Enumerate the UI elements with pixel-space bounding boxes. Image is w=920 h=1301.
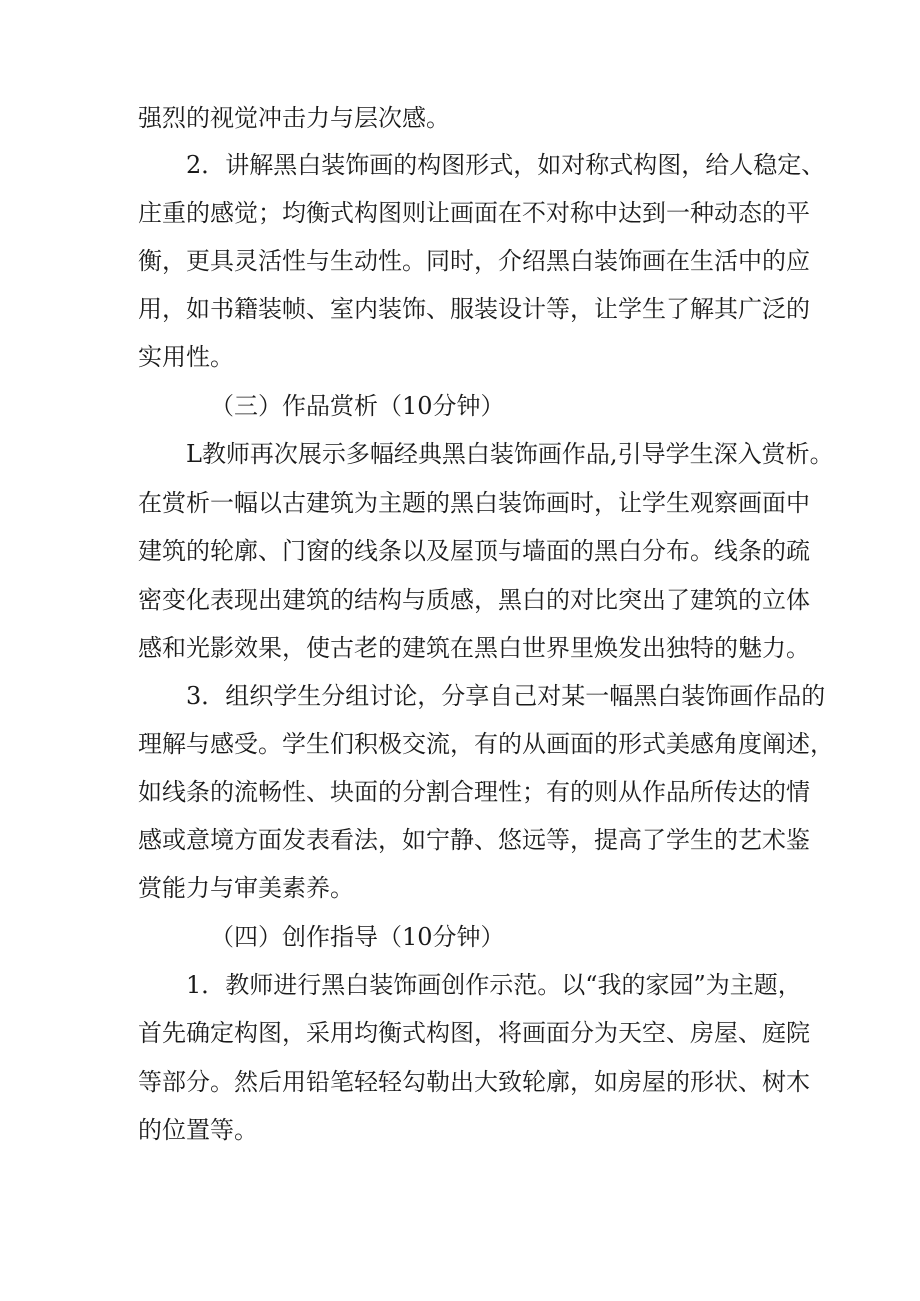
text-line: 强烈的视觉冲击力与层次感。	[138, 104, 450, 132]
text-line: 感和光影效果，使古老的建筑在黑白世界里焕发出独特的魅力。	[138, 634, 810, 662]
section-heading: （四）创作指导（10分钟）	[210, 923, 505, 951]
text-line: 2．讲解黑白装饰画的构图形式，如对称式构图，给人稳定、	[186, 151, 826, 179]
text-line: 实用性。	[138, 343, 234, 371]
text-line: 1．教师进行黑白装饰画创作示范。以“我的家园”为主题，	[186, 971, 802, 999]
text-line: 如线条的流畅性、块面的分割合理性；有的则从作品所传达的情	[138, 778, 810, 806]
text-line: 理解与感受。学生们积极交流，有的从画面的形式美感角度阐述，	[138, 730, 834, 758]
text-line: 庄重的感觉；均衡式构图则让画面在不对称中达到一种动态的平	[138, 199, 810, 227]
text-line: 3．组织学生分组讨论，分享自己对某一幅黑白装饰画作品的	[186, 682, 826, 710]
text-line: 在赏析一幅以古建筑为主题的黑白装饰画时，让学生观察画面中	[138, 489, 810, 517]
section-heading: （三）作品赏析（10分钟）	[210, 392, 505, 420]
text-line: 感或意境方面发表看法，如宁静、悠远等，提高了学生的艺术鉴	[138, 826, 810, 854]
text-line: 的位置等。	[138, 1116, 258, 1144]
text-line: 密变化表现出建筑的结构与质感，黑白的对比突出了建筑的立体	[138, 586, 810, 614]
text-line: 建筑的轮廓、门窗的线条以及屋顶与墙面的黑白分布。线条的疏	[138, 537, 810, 565]
text-line: 等部分。然后用铅笔轻轻勾勒出大致轮廓，如房屋的形状、树木	[138, 1068, 810, 1096]
text-line: L教师再次展示多幅经典黑白装饰画作品,引导学生深入赏析。	[186, 440, 834, 468]
text-line: 用，如书籍装帧、室内装饰、服装设计等，让学生了解其广泛的	[138, 295, 810, 323]
text-line: 赏能力与审美素养。	[138, 874, 354, 902]
text-line: 首先确定构图，采用均衡式构图，将画面分为天空、房屋、庭院	[138, 1019, 810, 1047]
text-line: 衡，更具灵活性与生动性。同时，介绍黑白装饰画在生活中的应	[138, 247, 810, 275]
